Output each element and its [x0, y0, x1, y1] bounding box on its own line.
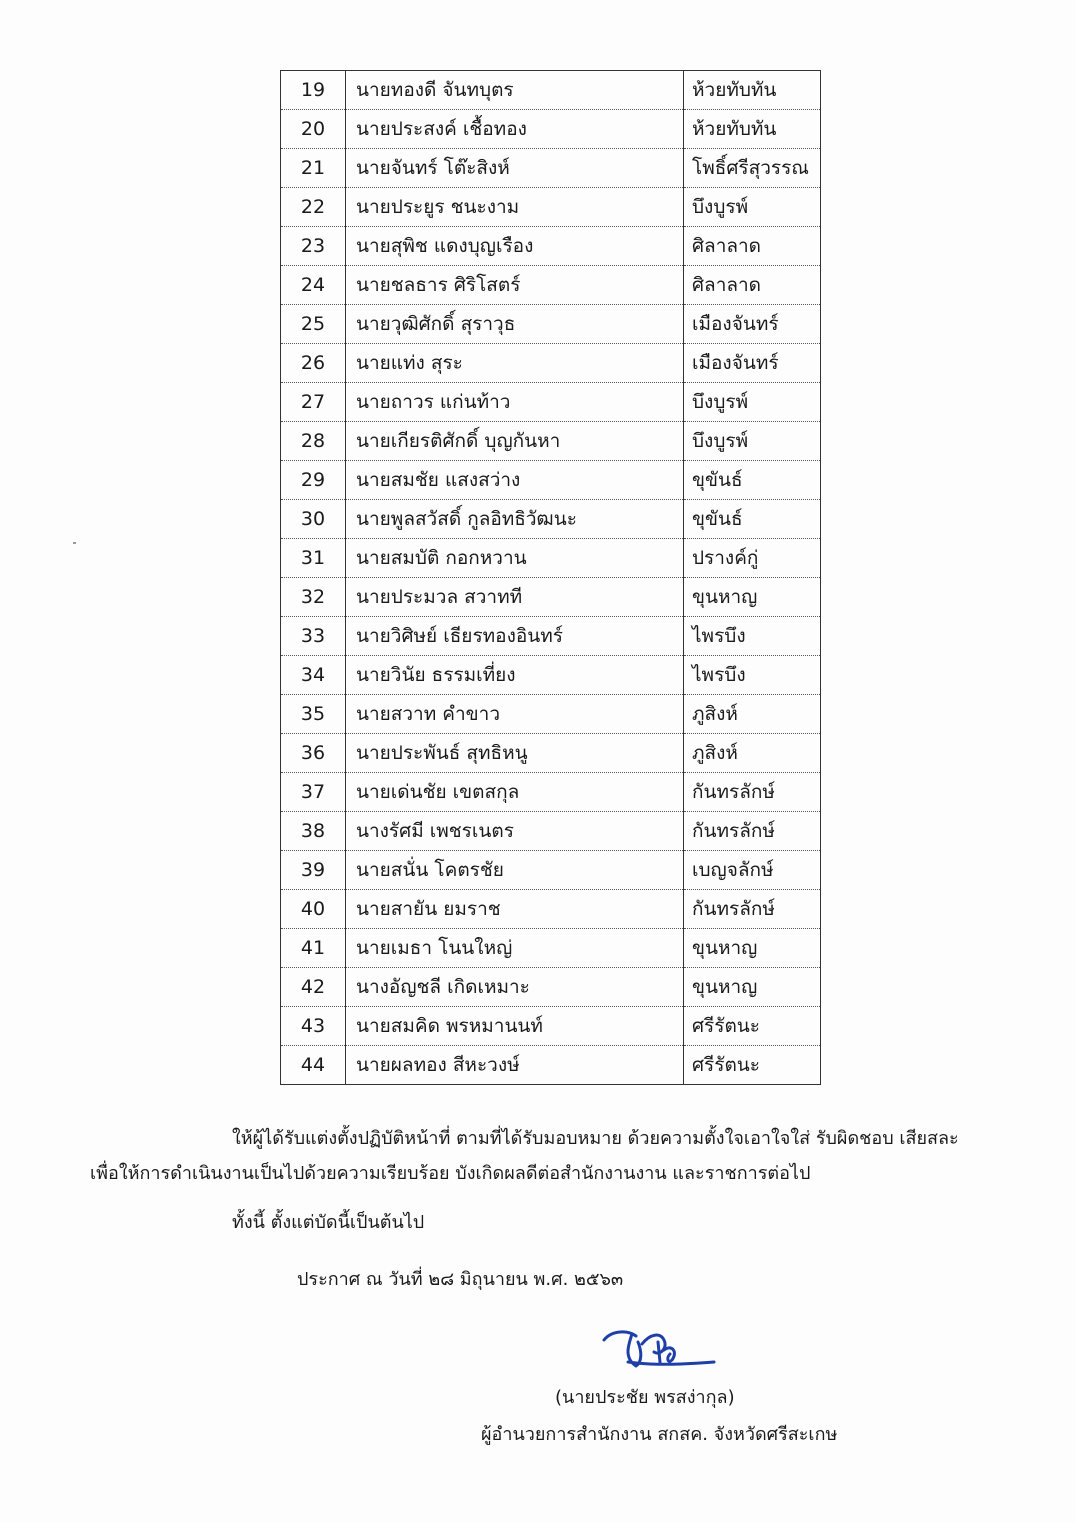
person-name: นายสายัน ยมราช — [346, 890, 684, 929]
person-name: นายถาวร แก่นท้าว — [346, 383, 684, 422]
row-number: 30 — [281, 500, 346, 539]
table-row — [281, 617, 821, 656]
signatory-title: ผู้อำนวยการสำนักงาน สกสค. จังหวัดศรีสะเกษ — [481, 1424, 838, 1445]
effective-date-statement: ทั้งนี้ ตั้งแต่บัดนี้เป็นต้นไป — [232, 1212, 425, 1233]
person-name: นายแท่ง สุระ — [346, 344, 684, 383]
person-name: นายผลทอง สีหะวงษ์ — [346, 1046, 684, 1085]
district-name: ไพรบึง — [684, 656, 821, 695]
row-number: 43 — [281, 1007, 346, 1046]
table-row — [281, 383, 821, 422]
district-name: ศรีรัตนะ — [684, 1007, 821, 1046]
district-name: ปรางค์กู่ — [684, 539, 821, 578]
table-row — [281, 578, 821, 617]
table-row — [281, 305, 821, 344]
district-name: กันทรลักษ์ — [684, 773, 821, 812]
person-name: นายสมบัติ กอกหวาน — [346, 539, 684, 578]
table-row — [281, 461, 821, 500]
table-row — [281, 110, 821, 149]
table-row — [281, 734, 821, 773]
person-name: นายพูลสวัสดิ์ กูลอิทธิวัฒนะ — [346, 500, 684, 539]
district-name: ศรีรัตนะ — [684, 1046, 821, 1085]
person-name: นางรัศมี เพชรเนตร — [346, 812, 684, 851]
person-name: นายสนั่น โคตรชัย — [346, 851, 684, 890]
district-name: ขุนหาญ — [684, 968, 821, 1007]
row-number: 23 — [281, 227, 346, 266]
table-row — [281, 344, 821, 383]
row-number: 44 — [281, 1046, 346, 1085]
signatory-name: (นายประชัย พรสง่ากุล) — [555, 1387, 735, 1408]
person-name: นายประมวล สวาทที — [346, 578, 684, 617]
district-name: โพธิ์ศรีสุวรรณ — [684, 149, 821, 188]
district-name: บึงบูรพ์ — [684, 422, 821, 461]
table-row — [281, 71, 821, 110]
row-number: 38 — [281, 812, 346, 851]
roster-table — [280, 70, 821, 1085]
row-number: 34 — [281, 656, 346, 695]
person-name: นายชลธาร ศิริโสตร์ — [346, 266, 684, 305]
table-row — [281, 266, 821, 305]
district-name: กันทรลักษ์ — [684, 890, 821, 929]
announcement-date: ประกาศ ณ วันที่ ๒๘ มิถุนายน พ.ศ. ๒๕๖๓ — [297, 1269, 624, 1290]
district-name: ไพรบึง — [684, 617, 821, 656]
district-name: ศิลาลาด — [684, 227, 821, 266]
district-name: ห้วยทับทัน — [684, 71, 821, 110]
table-row — [281, 1046, 821, 1085]
table-row — [281, 149, 821, 188]
handwritten-signature — [598, 1322, 718, 1372]
district-name: เบญจลักษ์ — [684, 851, 821, 890]
district-name: กันทรลักษ์ — [684, 812, 821, 851]
district-name: ขุขันธ์ — [684, 500, 821, 539]
district-name: ขุนหาญ — [684, 929, 821, 968]
row-number: 27 — [281, 383, 346, 422]
row-number: 21 — [281, 149, 346, 188]
district-name: ภูสิงห์ — [684, 695, 821, 734]
table-row — [281, 695, 821, 734]
person-name: นายจันทร์ โต๊ะสิงห์ — [346, 149, 684, 188]
person-name: นายสวาท คำขาว — [346, 695, 684, 734]
district-name: ขุขันธ์ — [684, 461, 821, 500]
table-row — [281, 656, 821, 695]
instruction-paragraph-line-2: เพื่อให้การดำเนินงานเป็นไปด้วยความเรียบร้อย บังเกิดผลดีต่อสำนักงานงาน และราชการต่อไป — [90, 1163, 811, 1184]
district-name: ห้วยทับทัน — [684, 110, 821, 149]
table-row — [281, 539, 821, 578]
roster-table-body — [281, 71, 821, 1085]
district-name: ภูสิงห์ — [684, 734, 821, 773]
row-number: 24 — [281, 266, 346, 305]
row-number: 40 — [281, 890, 346, 929]
row-number: 36 — [281, 734, 346, 773]
row-number: 37 — [281, 773, 346, 812]
district-name: ศิลาลาด — [684, 266, 821, 305]
person-name: นายสมคิด พรหมานนท์ — [346, 1007, 684, 1046]
district-name: บึงบูรพ์ — [684, 188, 821, 227]
person-name: นายสุพิช แดงบุญเรือง — [346, 227, 684, 266]
table-row — [281, 929, 821, 968]
table-row — [281, 968, 821, 1007]
table-row — [281, 812, 821, 851]
person-name: นายสมชัย แสงสว่าง — [346, 461, 684, 500]
district-name: ขุนหาญ — [684, 578, 821, 617]
row-number: 25 — [281, 305, 346, 344]
table-row — [281, 422, 821, 461]
row-number: 32 — [281, 578, 346, 617]
row-number: 33 — [281, 617, 346, 656]
scan-speck — [73, 542, 76, 544]
table-row — [281, 851, 821, 890]
district-name: เมืองจันทร์ — [684, 305, 821, 344]
person-name: นายเกียรติศักดิ์ บุญกันหา — [346, 422, 684, 461]
person-name: นายประพันธ์ สุทธิหนู — [346, 734, 684, 773]
district-name: เมืองจันทร์ — [684, 344, 821, 383]
person-name: นายวิศิษย์ เธียรทองอินทร์ — [346, 617, 684, 656]
row-number: 22 — [281, 188, 346, 227]
table-row — [281, 773, 821, 812]
person-name: นางอัญชลี เกิดเหมาะ — [346, 968, 684, 1007]
table-row — [281, 227, 821, 266]
row-number: 19 — [281, 71, 346, 110]
person-name: นายประสงค์ เชื้อทอง — [346, 110, 684, 149]
row-number: 35 — [281, 695, 346, 734]
person-name: นายทองดี จันทบุตร — [346, 71, 684, 110]
district-name: บึงบูรพ์ — [684, 383, 821, 422]
row-number: 28 — [281, 422, 346, 461]
row-number: 26 — [281, 344, 346, 383]
table-row — [281, 500, 821, 539]
table-row — [281, 188, 821, 227]
row-number: 31 — [281, 539, 346, 578]
person-name: นายประยูร ชนะงาม — [346, 188, 684, 227]
row-number: 20 — [281, 110, 346, 149]
table-row — [281, 890, 821, 929]
row-number: 29 — [281, 461, 346, 500]
person-name: นายเมธา โนนใหญ่ — [346, 929, 684, 968]
person-name: นายวุฒิศักดิ์ สุราวุธ — [346, 305, 684, 344]
person-name: นายเด่นชัย เขตสกุล — [346, 773, 684, 812]
instruction-paragraph-line-1: ให้ผู้ได้รับแต่งตั้งปฏิบัติหน้าที่ ตามที่ได้รับมอบหมาย ด้วยความตั้งใจเอาใจใส่ รับผิดชอบ เสียสละ — [232, 1128, 959, 1149]
row-number: 39 — [281, 851, 346, 890]
row-number: 41 — [281, 929, 346, 968]
person-name: นายวินัย ธรรมเที่ยง — [346, 656, 684, 695]
row-number: 42 — [281, 968, 346, 1007]
table-row — [281, 1007, 821, 1046]
